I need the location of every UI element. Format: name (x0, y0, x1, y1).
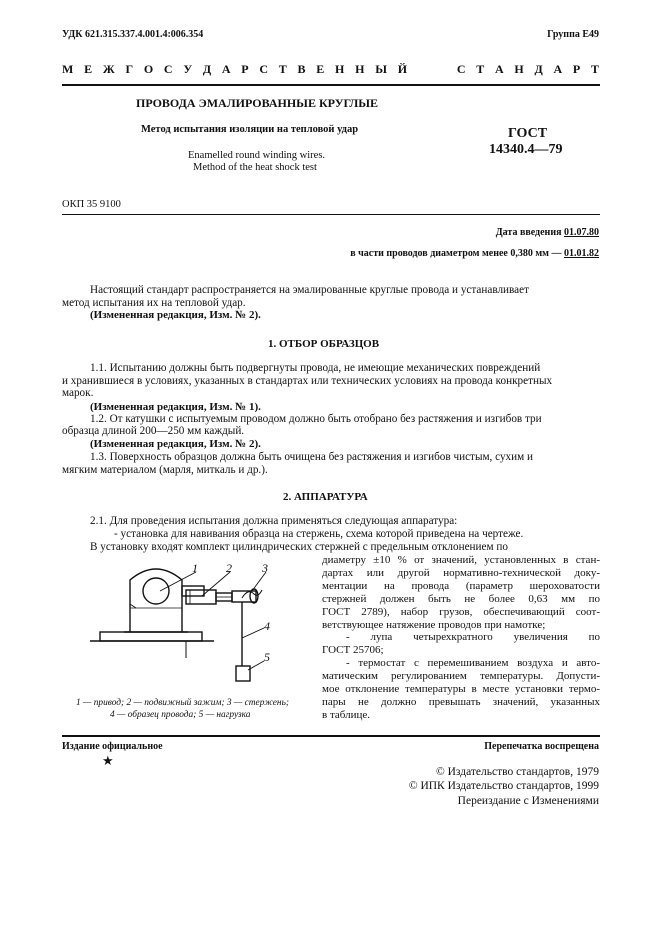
copyright-1979: © Издательство стандартов, 1979 (435, 766, 599, 778)
copyright-1999: © ИПК Издательство стандартов, 1999 (408, 780, 599, 792)
doc-title-en-2: Method of the heat shock test (193, 162, 317, 173)
p11-line-3: марок. (62, 387, 94, 399)
intro-date-value: 01.07.80 (564, 227, 599, 238)
rc-line-3: ментации на провода (параметр шероховатости (322, 579, 600, 592)
p11-line-2: и хранившиеся в условиях, указанных в стандартах или технических условиях на провода конкретных (62, 375, 553, 387)
rc-line-4: стержней должен быть не более 0,63 мм по (322, 592, 600, 605)
p21-full-line: В установку входят комплект цилиндрических стержней с предельным отклонением по (90, 541, 508, 553)
reissue-note: Переиздание с Изменениями (457, 795, 599, 807)
figure-caption-2: 4 — образец провода; 5 — нагрузка (110, 710, 251, 720)
rc-line-12: пары не должно превышать значений, указанных (322, 695, 600, 708)
p12-line-1: 1.2. От катушки с испытуемым проводом должно быть отобрано без растяжения и изгибов три (90, 413, 542, 425)
callout-5: 5 (264, 650, 270, 664)
gost-label: ГОСТ (508, 126, 548, 141)
rc-line-6: ветствующее натяжение проводов при намотке; (322, 618, 546, 631)
rc-line-10: матическим регулированием температуры. Допусти- (322, 670, 600, 683)
okp-rule (62, 214, 600, 215)
weight (236, 666, 250, 681)
doc-title-en-1: Enamelled round winding wires. (188, 150, 326, 161)
rc-line-5: ГОСТ 2789), набор грузов, обеспечивающий соот- (322, 605, 600, 618)
p12-line-2: образца длиной 200—250 мм каждый. (62, 425, 245, 437)
rc-line-8: ГОСТ 25706; (322, 644, 384, 657)
movable-clamp (186, 590, 216, 604)
doc-title-ru: ПРОВОДА ЭМАЛИРОВАННЫЕ КРУГЛЫЕ (136, 96, 379, 110)
callout-1: 1 (192, 561, 198, 575)
standard-banner: М Е Ж Г О С У Д А Р С Т В Е Н Н Ы Й С Т А Н Д А Р Т (62, 62, 600, 76)
intro-line-2: метод испытания их на тепловой удар. (62, 297, 246, 309)
header-rule (62, 84, 600, 86)
section-2-heading: 2. АППАРАТУРА (283, 491, 368, 503)
base-plate (100, 632, 202, 641)
rc-line-9: - термостат с перемешиванием воздуха и авто- (346, 657, 600, 670)
rc-line-1: диаметру ±10 % от значений, установленных в стан- (322, 554, 600, 566)
p21-dash-1: - установка для навивания образца на стержень, схема которой приведена на чертеже. (114, 528, 524, 540)
group-code: Группа Е49 (547, 29, 599, 40)
udk-code: УДК 621.315.337.4.001.4:006.354 (62, 29, 204, 40)
drive-pulley (143, 578, 169, 604)
official-edition: Издание официальное (62, 741, 163, 752)
intro-date (496, 227, 599, 238)
footer-rule (62, 735, 600, 737)
partial-date (350, 248, 599, 259)
intro-date-label: Дата введения (495, 227, 562, 238)
p13-line-2: мягким материалом (марля, миткаль и др.). (62, 464, 268, 476)
callout-3: 3 (262, 561, 268, 575)
gost-number: 14340.4—79 (489, 142, 563, 157)
partial-date-value: 01.01.82 (564, 248, 599, 259)
partial-date-label: в части проводов диаметром менее 0,380 мм — (350, 248, 562, 259)
reprint-forbidden: Перепечатка воспрещена (484, 741, 599, 752)
apparatus-drawing (90, 558, 310, 693)
intro-amendment: (Измененная редакция, Изм. № 2). (90, 309, 261, 321)
p21-intro: 2.1. Для проведения испытания должна применяться следующая аппаратура: (90, 515, 458, 527)
rc-line-11: мое отклонение температуры в месте установки термо- (322, 683, 600, 696)
rc-line-13: в таблице. (322, 708, 370, 721)
okp-code: ОКП 35 9100 (62, 199, 121, 210)
p11-amendment: (Измененная редакция, Изм. № 1). (90, 401, 261, 413)
p12-amendment: (Измененная редакция, Изм. № 2). (90, 438, 261, 450)
section-1-heading: 1. ОТБОР ОБРАЗЦОВ (268, 338, 380, 350)
p11-line-1: 1.1. Испытанию должны быть подвергнуты провода, не имеющие механических повреждений (90, 362, 541, 374)
right-column-text (322, 554, 600, 722)
figure-caption-1: 1 — привод; 2 — подвижный зажим; 3 — стержень; (76, 698, 289, 708)
doc-subtitle-ru: Метод испытания изоляции на тепловой удар (141, 124, 359, 135)
rc-line-7: - лупа четырехкратного увеличения по (346, 631, 600, 644)
callout-4: 4 (264, 619, 270, 633)
star-mark: ★ (102, 754, 114, 769)
callout-2: 2 (226, 561, 232, 575)
intro-line-1: Настоящий стандарт распространяется на эмалированные круглые провода и устанавливает (90, 284, 529, 296)
p13-line-1: 1.3. Поверхность образцов должна быть очищена без растяжения и изгибов чистым, сухим и (90, 451, 533, 463)
rc-line-2: дартах или другой нормативно-технической доку- (322, 566, 600, 579)
